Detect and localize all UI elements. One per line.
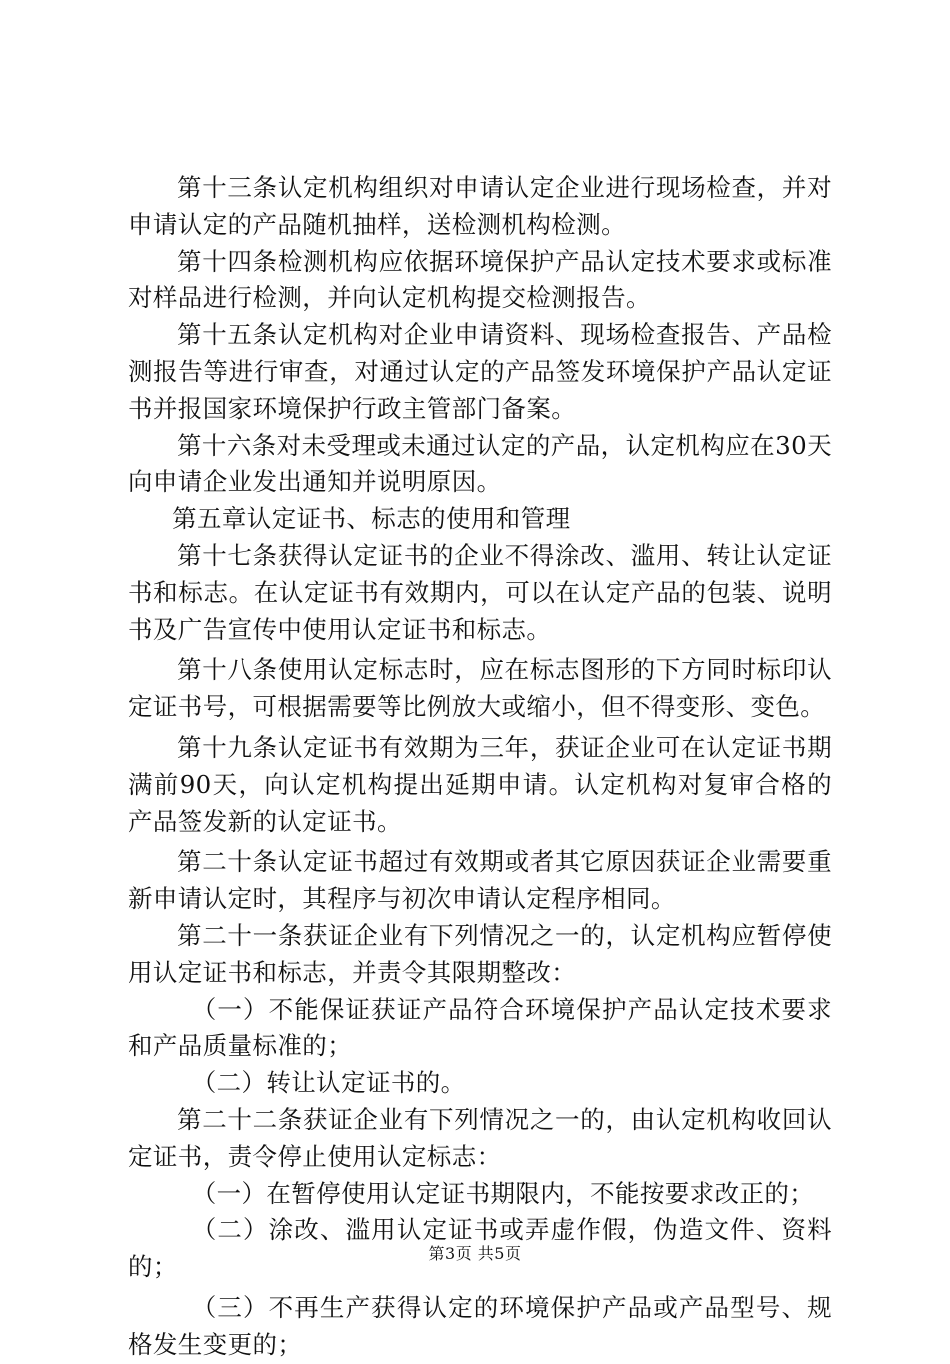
paragraph-article-13: 第十三条认定机构组织对申请认定企业进行现场检查，并对申请认定的产品随机抽样，送检测机构检测。: [128, 173, 832, 239]
list-item: （一）不能保证获证产品符合环境保护产品认定技术要求和产品质量标准的；: [128, 994, 832, 1061]
paragraph-article-14: 第十四条检测机构应依据环境保护产品认定技术要求或标准对样品进行检测，并向认定机构提交检测报告。: [128, 246, 832, 313]
paragraph-article-20: 第二十条认定证书超过有效期或者其它原因获证企业需要重新申请认定时，其程序与初次申请认定程序相同。: [128, 847, 832, 914]
list-item: （一）在暂停使用认定证书期限内，不能按要求改正的；: [191, 1178, 815, 1208]
page-number-footer: 第3页 共5页: [428, 1244, 522, 1263]
list-item: （三）不再生产获得认定的环境保护产品或产品型号、规格发生变更的；: [128, 1292, 832, 1359]
paragraph-article-17: 第十七条获得认定证书的企业不得涂改、滥用、转让认定证书和标志。在认定证书有效期内，可以在认定产品的包装、说明书及广告宣传中使用认定证书和标志。: [128, 540, 832, 644]
paragraph-article-16: 第十六条对未受理或未通过认定的产品，认定机构应在30天向申请企业发出通知并说明原因。: [128, 430, 832, 497]
list-item: （二）转让认定证书的。: [191, 1068, 466, 1098]
paragraph-article-21: 第二十一条获证企业有下列情况之一的，认定机构应暂停使用认定证书和标志，并责令其限期整改：: [128, 920, 832, 987]
document-body: [128, 170, 832, 1364]
paragraph-article-22: 第二十二条获证企业有下列情况之一的，由认定机构收回认定证书，责令停止使用认定标志：: [128, 1104, 832, 1171]
paragraph-article-18: 第十八条使用认定标志时，应在标志图形的下方同时标印认定证书号，可根据需要等比例放大或缩小，但不得变形、变色。: [128, 655, 832, 722]
paragraph-article-19: 第十九条认定证书有效期为三年，获证企业可在认定证书期满前90天，向认定机构提出延期申请。认定机构对复审合格的产品签发新的认定证书。: [128, 732, 832, 836]
paragraph-article-15: 第十五条认定机构对企业申请资料、现场检查报告、产品检测报告等进行审查，对通过认定的产品签发环境保护产品认定证书并报国家环境保护行政主管部门备案。: [128, 320, 832, 423]
list-item: （二）涂改、滥用认定证书或弄虚作假，伪造文件、资料的；: [128, 1215, 832, 1282]
chapter-heading: 第五章认定证书、标志的使用和管理: [172, 504, 571, 534]
